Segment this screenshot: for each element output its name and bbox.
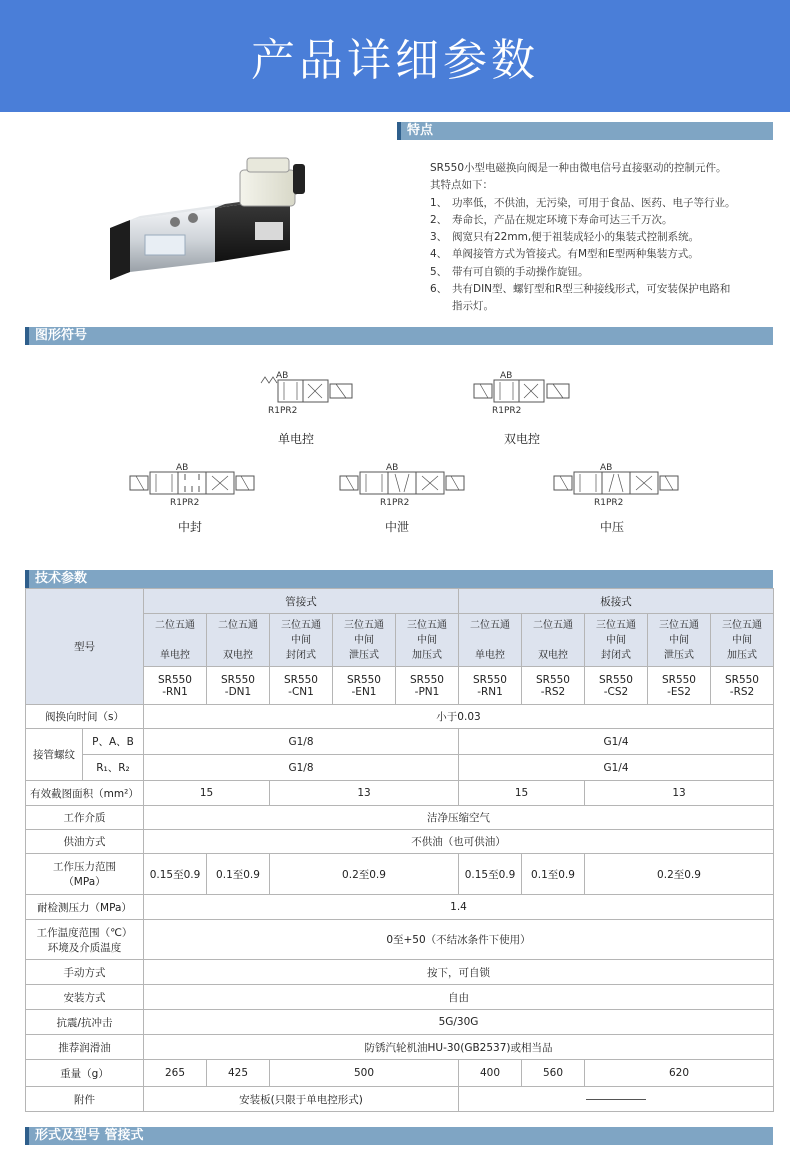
model-cell: SR550 -ES2 <box>648 667 711 705</box>
svg-text:AB: AB <box>500 371 513 381</box>
model-cell: SR550 -EN1 <box>333 667 396 705</box>
model-cell: SR550 -CS2 <box>585 667 648 705</box>
weight-value: 560 <box>522 1060 585 1087</box>
proof-value: 1.4 <box>144 895 774 920</box>
svg-text:R1PR2: R1PR2 <box>380 498 410 508</box>
row-label-proof: 耐检测压力（MPa） <box>26 895 144 920</box>
port-pipe-value: G1/8 <box>144 729 459 755</box>
shock-value: 5G/30G <box>144 1010 774 1035</box>
medium-value: 洁净压缩空气 <box>144 806 774 830</box>
type-cell: 三位五通 中间 泄压式 <box>333 614 396 667</box>
row-label-area: 有效截图面积（mm²） <box>26 781 144 806</box>
weight-value: 400 <box>459 1060 522 1087</box>
row-label-accessory: 附件 <box>26 1087 144 1112</box>
pipe-header: 管接式 <box>144 589 459 614</box>
feature-item: 1、 功率低，不供油，无污染，可用于食品、医药、电子等行业。 <box>430 196 736 209</box>
accessory-value: 安装板(只限于单电控形式) <box>144 1087 459 1112</box>
feature-item: 4、 单阀接管方式为管接式。有M型和E型两种集装方式。 <box>430 248 699 261</box>
type-cell: 三位五通 中间 加压式 <box>711 614 774 667</box>
symbol-single-solenoid <box>258 368 358 418</box>
pressure-value: 0.15至0.9 <box>459 854 522 895</box>
plate-header: 板接式 <box>459 589 774 614</box>
type-cell: 三位五通 中间 加压式 <box>396 614 459 667</box>
port-plate-value: G1/4 <box>459 729 774 755</box>
weight-value: 265 <box>144 1060 207 1087</box>
weight-value: 500 <box>270 1060 459 1087</box>
row-label-medium: 工作介质 <box>26 806 144 830</box>
port-plate-value: G1/4 <box>459 755 774 781</box>
row-label-lube: 推荐润滑油 <box>26 1035 144 1060</box>
area-value: 15 <box>144 781 270 806</box>
accessory-empty <box>459 1087 774 1112</box>
features-lead: 其特点如下： <box>430 179 493 192</box>
section-tech-header: 技术参数 <box>25 570 773 588</box>
model-cell: SR550 -CN1 <box>270 667 333 705</box>
pressure-value: 0.2至0.9 <box>585 854 774 895</box>
pressure-value: 0.1至0.9 <box>522 854 585 895</box>
section-model-header: 形式及型号 管接式 <box>25 1127 773 1145</box>
svg-text:R1PR2: R1PR2 <box>492 406 522 416</box>
svg-text:R1PR2: R1PR2 <box>170 498 200 508</box>
mount-value: 自由 <box>144 985 774 1010</box>
symbol-label-closed: 中封 <box>178 520 203 534</box>
type-cell: 二位五通 双电控 <box>522 614 585 667</box>
features-intro: SR550小型电磁换向阀是一种由微电信号直接驱动的控制元件。 <box>430 162 727 174</box>
row-label-port-thread: 接管螺纹 <box>26 729 83 781</box>
type-cell: 二位五通 双电控 <box>207 614 270 667</box>
pressure-value: 0.15至0.9 <box>144 854 207 895</box>
svg-text:AB: AB <box>600 463 613 473</box>
feature-item: 2、 寿命长，产品在规定环境下寿命可达三千万次。 <box>430 213 673 226</box>
port-sub-pab: P、A、B <box>83 729 144 755</box>
page-title: 产品详细参数 <box>251 35 539 86</box>
manual-value: 按下，可自锁 <box>144 960 774 985</box>
port-sub-r: R₁、R₂ <box>83 755 144 781</box>
feature-item: 5、 带有可自锁的手动操作旋钮。 <box>430 265 589 278</box>
type-cell: 三位五通 中间 封闭式 <box>585 614 648 667</box>
model-cell: SR550 -RN1 <box>459 667 522 705</box>
model-header: 型号 <box>26 589 144 705</box>
type-cell: 二位五通 单电控 <box>459 614 522 667</box>
symbol-closed-center <box>128 460 258 510</box>
model-cell: SR550 -RS2 <box>711 667 774 705</box>
symbol-label-single: 单电控 <box>278 432 315 446</box>
type-cell: 三位五通 中间 泄压式 <box>648 614 711 667</box>
model-cell: SR550 -RN1 <box>144 667 207 705</box>
lube-value: 防锈汽轮机油HU-30(GB2537)或相当品 <box>144 1035 774 1060</box>
model-cell: SR550 -DN1 <box>207 667 270 705</box>
feature-item: 3、 阀宽只有22mm,便于祖装成轻小的集装式控制系统。 <box>430 231 700 244</box>
oil-value: 不供油（也可供油） <box>144 830 774 854</box>
svg-text:AB: AB <box>176 463 189 473</box>
svg-text:R1PR2: R1PR2 <box>594 498 624 508</box>
pressure-value: 0.1至0.9 <box>207 854 270 895</box>
features-list <box>430 160 775 316</box>
weight-value: 425 <box>207 1060 270 1087</box>
feature-item-continuation: 指示灯。 <box>452 300 494 313</box>
weight-value: 620 <box>585 1060 774 1087</box>
symbol-double-solenoid <box>472 368 582 418</box>
section-symbols-header: 图形符号 <box>25 327 773 345</box>
symbol-label-exhaust: 中泄 <box>385 520 410 534</box>
row-label-pressure: 工作压力范围 （MPa） <box>26 854 144 895</box>
area-value: 15 <box>459 781 585 806</box>
row-label-manual: 手动方式 <box>26 960 144 985</box>
valve-product-image <box>105 150 305 290</box>
port-pipe-value: G1/8 <box>144 755 459 781</box>
pressure-value: 0.2至0.9 <box>270 854 459 895</box>
row-label-weight: 重量（g） <box>26 1060 144 1087</box>
feature-item: 6、 共有DIN型、螺钉型和R型三种接线形式，可安装保护电路和 <box>430 283 731 296</box>
svg-text:R1PR2: R1PR2 <box>268 406 298 416</box>
type-cell: 三位五通 中间 封闭式 <box>270 614 333 667</box>
title-banner <box>0 0 790 112</box>
row-label-oil: 供油方式 <box>26 830 144 854</box>
spec-table <box>25 588 774 1112</box>
symbol-label-pressure: 中压 <box>600 520 625 534</box>
dash-line <box>586 1099 646 1100</box>
switch-time-value: 小于0.03 <box>144 705 774 729</box>
temp-value: 0至+50（不结冰条件下使用） <box>144 920 774 960</box>
section-features-header: 特点 <box>397 122 773 140</box>
symbol-exhaust-center <box>338 460 468 510</box>
row-label-mount: 安装方式 <box>26 985 144 1010</box>
type-cell: 二位五通 单电控 <box>144 614 207 667</box>
row-label-temp: 工作温度范围（℃） 环境及介质温度 <box>26 920 144 960</box>
symbol-pressure-center <box>552 460 682 510</box>
row-label-shock: 抗震/抗冲击 <box>26 1010 144 1035</box>
row-label-switch-time: 阀换向时间（s） <box>26 705 144 729</box>
model-cell: SR550 -RS2 <box>522 667 585 705</box>
symbol-label-double: 双电控 <box>504 432 541 446</box>
svg-text:AB: AB <box>386 463 399 473</box>
model-cell: SR550 -PN1 <box>396 667 459 705</box>
svg-text:AB: AB <box>276 371 289 381</box>
area-value: 13 <box>585 781 774 806</box>
area-value: 13 <box>270 781 459 806</box>
